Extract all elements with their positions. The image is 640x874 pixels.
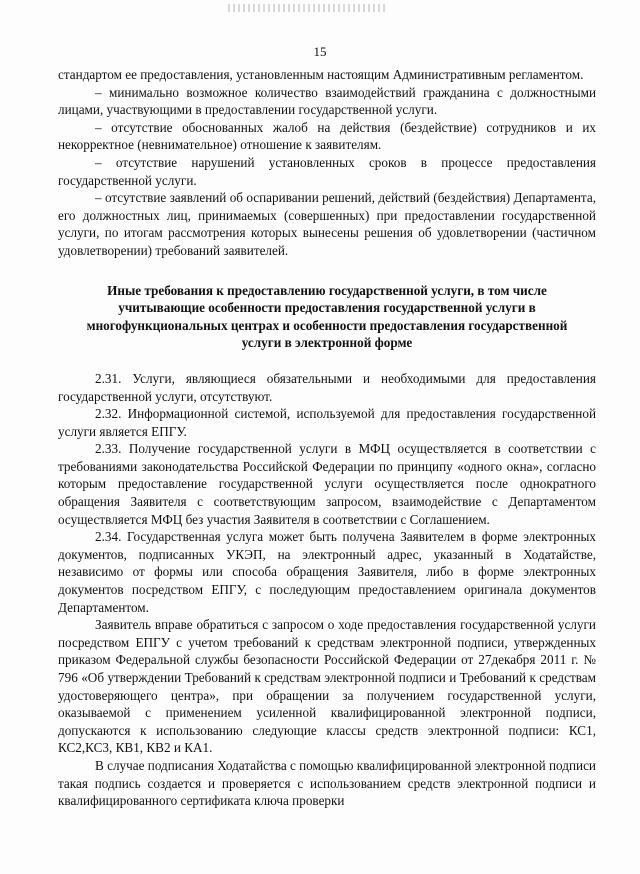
scan-artifact xyxy=(228,4,388,12)
paragraph-2-33: 2.33. Получение государственной услуги в МФЦ осуществляется в соответствии с требованиями законодательства Российской Федерации по принципу «одного окна», согласно которым предоставление государственной услуги осуществляется после однократного обращения Заявителя с соответствующим запросом, взаимодействие с Департаментом осуществляется МФЦ без участия Заявителя в соответствии с Соглашением. xyxy=(58,441,596,527)
bullet-item: – отсутствие обоснованных жалоб на действия (бездействие) сотрудников и их некорректное (невнимательное) отношение к заявителям. xyxy=(58,119,596,153)
paragraph: стандартом ее предоставления, установленным настоящим Административным регламентом. xyxy=(58,67,584,82)
paragraph-2-31: 2.31. Услуги, являющиеся обязательными и необходимыми для предоставления государственной услуги, отсутствуют. xyxy=(58,370,596,404)
paragraph: В случае подписания Ходатайства с помощью квалифицированной электронной подписи такая подпись создается и проверяется с использованием средств электронной подписи и квалифицированного сертификата ключа проверки xyxy=(58,757,596,809)
paragraph-2-34: 2.34. Государственная услуга может быть получена Заявителем в форме электронных документов, подписанных УКЭП, на электронный адрес, указанный в Ходатайстве, независимо от формы или способа обращения Заявителя, либо в форме электронных документов посредством ЕПГУ, с последующим предоставлением оригинала документов Департаментом. xyxy=(58,529,596,615)
page-number: 15 xyxy=(313,44,327,59)
bullet-item: – отсутствие заявлений об оспаривании решений, действий (бездействия) Департамента, его должностных лиц, принимаемых (совершенных) при предоставлении государственной услуги, по итогам рассмотрения которых вынесены решения об удовлетворении (частичном удовлетворении) требований заявителей. xyxy=(58,190,596,258)
bullet-item: – минимально возможное количество взаимодействий гражданина с должностными лицами, участвующими в предоставлении государственной услуги. xyxy=(58,84,596,118)
paragraph: Заявитель вправе обратиться с запросом о ходе предоставления государственной услуги посредством ЕПГУ с учетом требований к средствам электронной подписи, утвержденных приказом Федеральной службы безопасности Российской Федерации от 27декабря 2011 г. № 796 «Об утверждении Требований к средствам электронной подписи и Требований к средствам удостоверяющего центра», при обращении за получением государственной услуги, оказываемой с применением усиленной квалифицированной электронной подписи, допускаются к использованию следующие классы средств электронной подписи: КС1, КС2,КС3, КВ1, КВ2 и КА1. xyxy=(58,617,596,756)
bullet-item: – отсутствие нарушений установленных сроков в процессе предоставления государственной услуги. xyxy=(58,154,596,188)
document-body xyxy=(58,66,596,810)
section-heading: Иные требования к предоставлению государственной услуги, в том числе учитывающие особенности предоставления государственной услуги в многофункциональных центрах и особенности предоставления государственной услуги в электронной форме xyxy=(86,282,568,351)
paragraph-2-32: 2.32. Информационной системой, используемой для предоставления государственной услуги является ЕПГУ. xyxy=(58,406,596,439)
